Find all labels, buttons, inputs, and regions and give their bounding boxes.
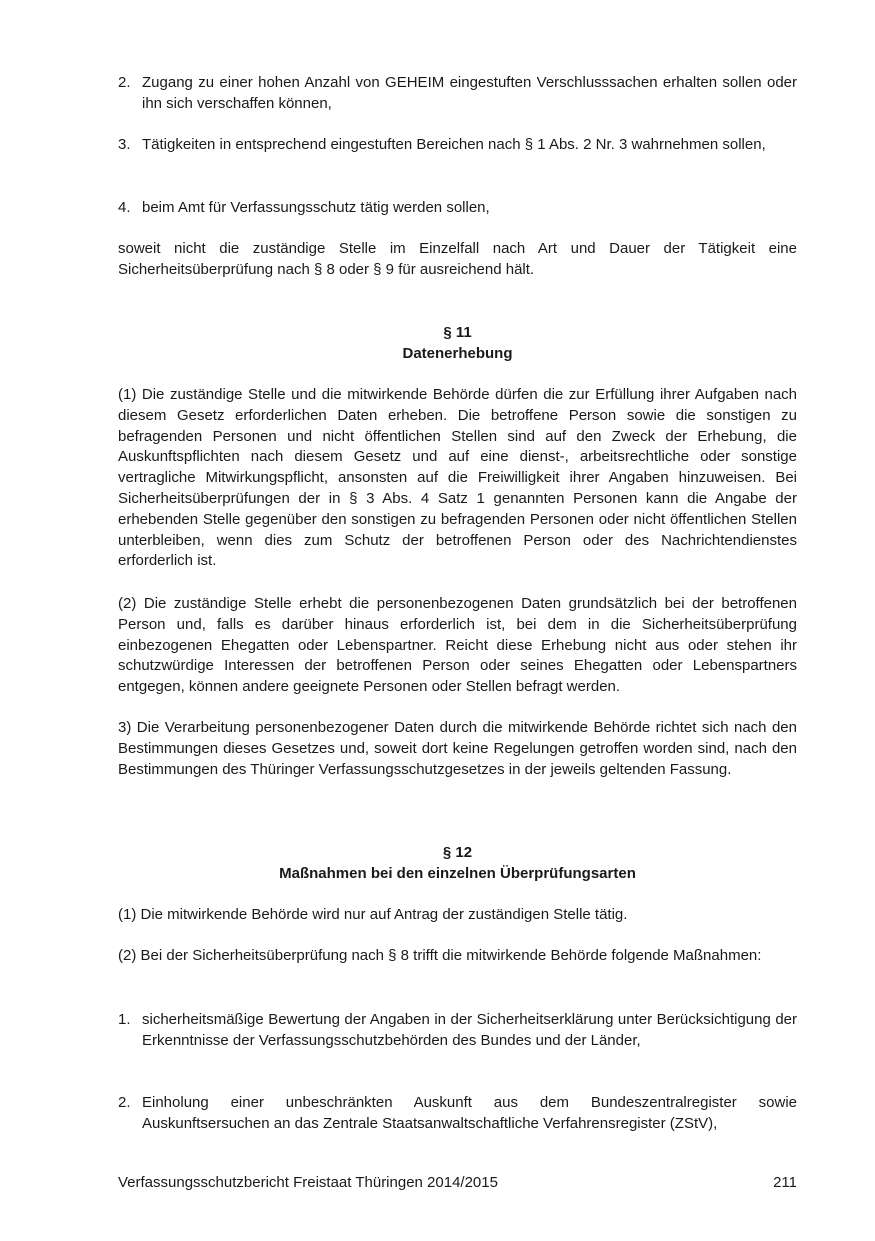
paragraph: (1) Die zuständige Stelle und die mitwirkende Behörde dürfen die zur Erfüllung ihrer Aufgaben nach diesem Gesetz erforderlichen Daten erheben. Die betroffene Person sowie die sonstigen zu befragenden Personen und nicht öffentlichen Stellen sind auf den Zweck der Erhebung, die Auskunftspflichten nach diesem Gesetz und auf eine dienst-, arbeitsrechtliche oder sonstige vertragliche Mitwirkungspflicht, ansonsten auf die Freiwilligkeit ihrer Angaben hinzuweisen. Bei Sicherheitsüberprüfungen der in § 3 Abs. 4 Satz 1 genannten Personen kann die Angabe der erhebenden Stelle gegenüber den sonstigen zu befragenden Personen oder nicht öffentlichen Stellen unterbleiben, wenn dies zum Schutz der betroffenen Person oder des Nachrichtendienstes erforderlich ist.: [118, 386, 797, 570]
list-item: [118, 198, 797, 219]
list-item: [118, 1093, 797, 1135]
list-item-text: Einholung einer unbeschränkten Auskunft aus dem Bundeszentralregister sowie Auskunftsersuchen an das Zentrale Staatsanwaltschaftliche Verfahrensregister (ZStV),: [142, 1094, 797, 1132]
closing-paragraph: soweit nicht die zuständige Stelle im Einzelfall nach Art und Dauer der Tätigkeit eine Sicherheitsüberprüfung nach § 8 oder § 9 für ausreichend hält.: [118, 240, 797, 278]
list-item-text: Tätigkeiten in entsprechend eingestuften Bereichen nach § 1 Abs. 2 Nr. 3 wahrnehmen sollen,: [142, 136, 766, 153]
paragraph: (1) Die mitwirkende Behörde wird nur auf Antrag der zuständigen Stelle tätig.: [118, 906, 628, 923]
footer-title: Verfassungsschutzbericht Freistaat Thüringen 2014/2015: [118, 1174, 498, 1191]
list-item: [118, 1010, 797, 1052]
section-title: Datenerhebung: [402, 345, 513, 362]
page-number: 211: [773, 1174, 797, 1191]
section-number: § 11: [443, 324, 472, 341]
paragraph: (2) Bei der Sicherheitsüberprüfung nach § 8 trifft die mitwirkende Behörde folgende Maßnahmen:: [118, 947, 762, 964]
list-item-text: Zugang zu einer hohen Anzahl von GEHEIM eingestuften Verschlusssachen erhalten sollen oder ihn sich verschaffen können,: [142, 74, 797, 112]
list-item-number: 4.: [118, 199, 131, 216]
paragraph: 3) Die Verarbeitung personenbezogener Daten durch die mitwirkende Behörde richtet sich nach den Bestimmungen dieses Gesetzes und, soweit dort keine Regelungen getroffen worden sind, nach den Bestimmungen des Thüringer Verfassungsschutzgesetzes in der jeweils geltenden Fassung.: [118, 719, 797, 778]
list-item-number: 2.: [118, 1094, 131, 1111]
section-title: Maßnahmen bei den einzelnen Überprüfungsarten: [279, 865, 636, 882]
list-item: [118, 135, 797, 156]
paragraph: (2) Die zuständige Stelle erhebt die personenbezogenen Daten grundsätzlich bei der betroffenen Person und, falls es darüber hinaus erforderlich ist, bei dem in die Sicherheitsüberprüfung einbezogenen Ehegatten oder Lebenspartner. Reicht diese Erhebung nicht aus oder stehen ihr schutzwürdige Interessen der betroffenen Person oder seines Ehegatten oder Lebenspartners entgegen, können andere geeignete Personen oder Stellen befragt werden.: [118, 595, 797, 696]
list-item-number: 3.: [118, 136, 131, 153]
list-item-text: sicherheitsmäßige Bewertung der Angaben in der Sicherheitserklärung unter Berücksichtigung der Erkenntnisse der Verfassungsschutzbehörden des Bundes und der Länder,: [142, 1011, 797, 1049]
section-number: § 12: [442, 844, 473, 861]
list-item-text: beim Amt für Verfassungsschutz tätig werden sollen,: [142, 199, 490, 216]
list-item-number: 2.: [118, 74, 131, 91]
list-item-number: 1.: [118, 1011, 131, 1028]
list-item: [118, 73, 797, 115]
